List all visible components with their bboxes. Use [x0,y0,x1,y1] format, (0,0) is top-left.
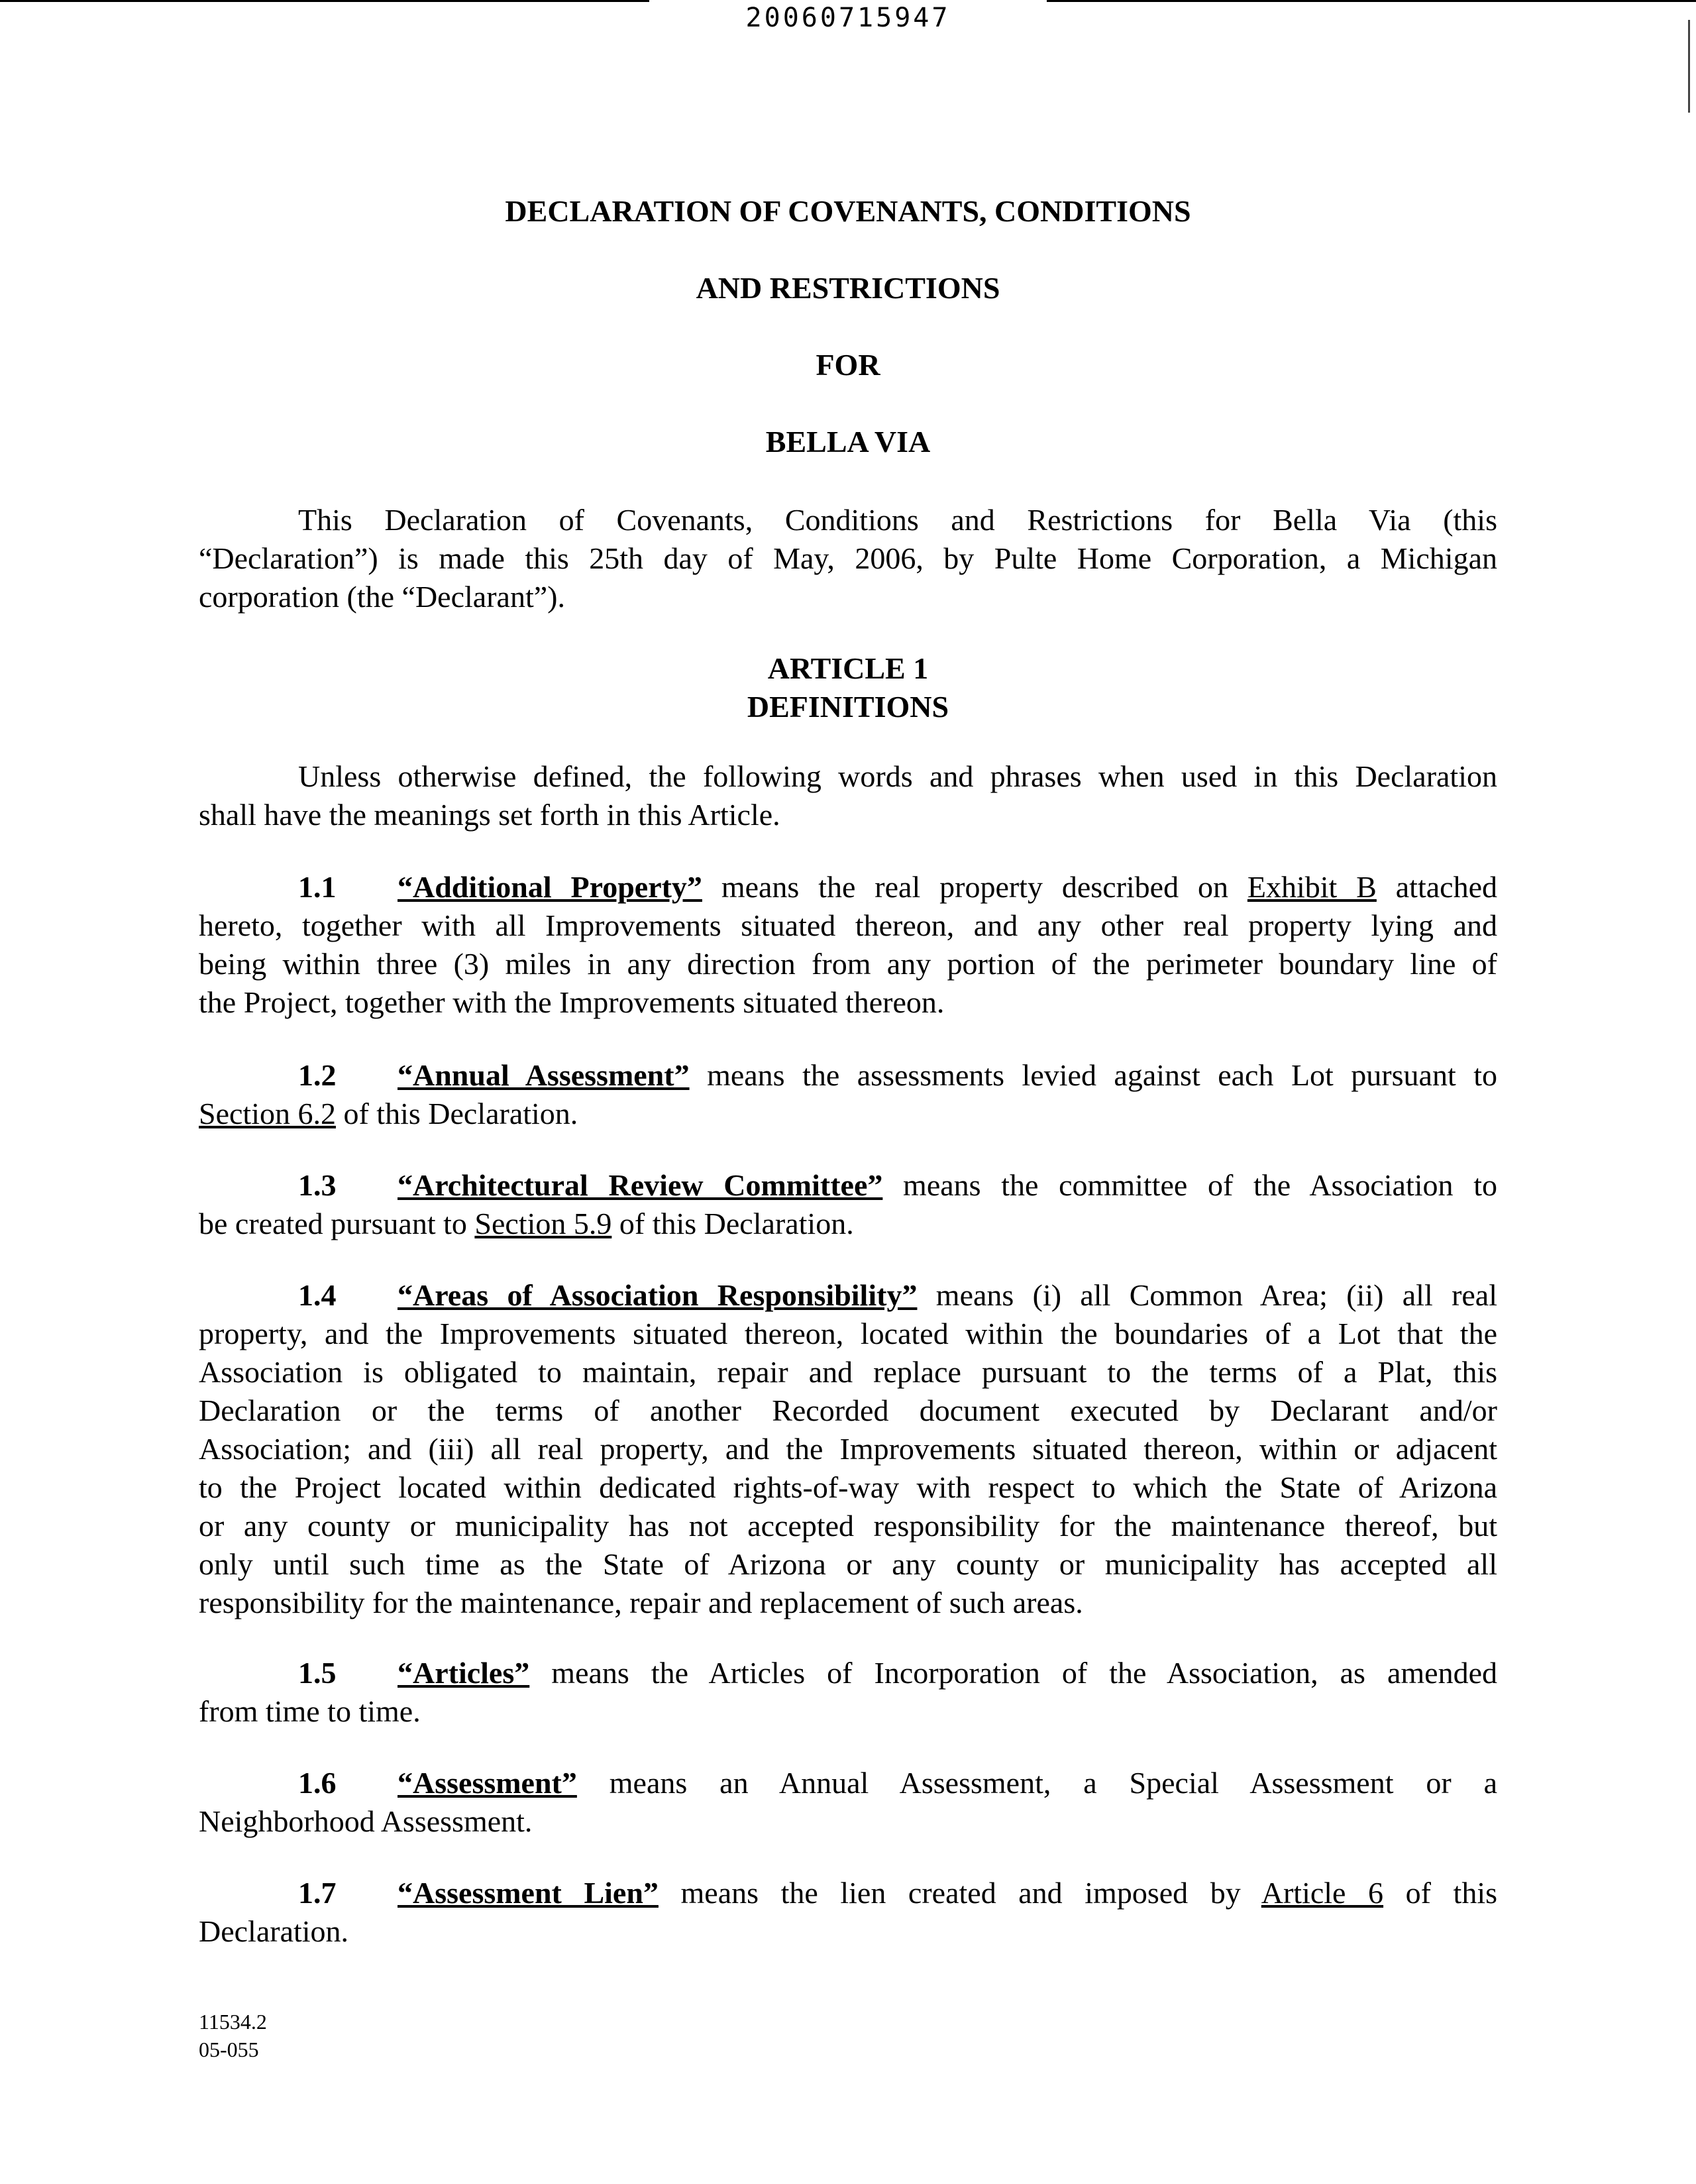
article-name: DEFINITIONS [747,690,949,724]
section-number: 1.2 [298,1058,337,1092]
section-1-4-line-9: responsibility for the maintenance, repair and replacement of such areas. [199,1586,1083,1619]
section-1-7-line-1 [199,1874,1497,1912]
section-text: means the assessments levied against each Lot pursuant to [689,1058,1497,1092]
section-1-3-line-2 [199,1205,1497,1243]
section-number: 1.5 [298,1656,337,1690]
section-text: of this [1383,1876,1497,1910]
section-1-2-line-1 [199,1056,1497,1095]
footer-code [199,2008,267,2063]
defined-term: “Assessment” [398,1766,577,1800]
section-1-5 [199,1654,1497,1731]
section-number: 1.6 [298,1766,337,1800]
section-1-4-line-5: Association; and (iii) all real property, and the Improvements situated thereon, within or adjacent [199,1432,1497,1466]
section-1-2-line-2 [199,1095,1497,1133]
title-line-1: DECLARATION OF COVENANTS, CONDITIONS [505,194,1191,228]
section-text: be created pursuant to [199,1207,475,1240]
exhibit-reference: Exhibit B [1247,870,1377,904]
section-1-4-line-8: only until such time as the State of Arizona or any county or municipality has accepted all [199,1547,1497,1581]
section-1-4-line-1 [199,1276,1497,1315]
title-line-2: AND RESTRICTIONS [696,271,1000,305]
footer-line-1: 11534.2 [199,2010,267,2034]
definitions-intro [199,757,1497,834]
article-number: ARTICLE 1 [767,651,929,685]
section-1-1-line-3: being within three (3) miles in any direction from any portion of the perimeter boundary line of [199,947,1497,981]
definitions-intro-line-2: shall have the meanings set forth in this Article. [199,798,780,832]
defined-term: “Articles” [398,1656,530,1690]
section-text: attached [1376,870,1497,904]
section-1-7 [199,1874,1497,1951]
section-1-2 [199,1056,1497,1133]
section-1-7-line-2: Declaration. [199,1914,349,1948]
section-1-1-line-1 [199,868,1497,906]
section-text: means the committee of the Association to [882,1168,1497,1202]
section-reference: Section 5.9 [474,1207,612,1240]
section-1-4-line-6: to the Project located within dedicated rights-of-way with respect to which the State of Arizona [199,1470,1497,1504]
intro-line-1: This Declaration of Covenants, Conditions and Restrictions for Bella Via (this [298,503,1497,537]
section-text: means the Articles of Incorporation of the Association, as amended [529,1656,1497,1690]
section-number: 1.4 [298,1278,337,1312]
defined-term: “Assessment Lien” [398,1876,659,1910]
intro-line-2: “Declaration”) is made this 25th day of May, 2006, by Pulte Home Corporation, a Michigan [199,541,1497,575]
section-1-1-line-2: hereto, together with all Improvements situated thereon, and any other real property lying and [199,908,1497,942]
defined-term: “Architectural Review Committee” [398,1168,883,1202]
section-text: means (i) all Common Area; (ii) all real [917,1278,1498,1312]
section-1-4-line-7: or any county or municipality has not accepted responsibility for the maintenance thereof, but [199,1509,1497,1543]
footer-line-2: 05-055 [199,2038,259,2061]
section-1-3 [199,1166,1497,1243]
article-reference: Article 6 [1261,1876,1384,1910]
section-number: 1.3 [298,1168,337,1202]
section-1-4-line-4: Declaration or the terms of another Recorded document executed by Declarant and/or [199,1393,1497,1427]
section-1-1 [199,868,1497,1022]
intro-paragraph [199,501,1497,616]
section-reference: Section 6.2 [199,1097,336,1130]
title-line-3: FOR [816,348,880,382]
section-1-5-line-2: from time to time. [199,1694,421,1728]
definitions-intro-line-1: Unless otherwise defined, the following words and phrases when used in this Declaration [298,759,1497,793]
section-1-6 [199,1764,1497,1841]
scan-border-line-left [0,0,649,2]
section-text: means the lien created and imposed by [658,1876,1261,1910]
section-1-5-line-1 [199,1654,1497,1692]
section-text: of this Declaration. [611,1207,854,1240]
section-1-4 [199,1276,1497,1622]
section-1-3-line-1 [199,1166,1497,1205]
defined-term: “Annual Assessment” [398,1058,690,1092]
section-1-4-line-2: property, and the Improvements situated thereon, located within the boundaries of a Lot that the [199,1317,1497,1350]
section-1-1-line-4: the Project, together with the Improvements situated thereon. [199,985,945,1019]
section-text: means the real property described on [702,870,1247,904]
intro-line-3: corporation (the “Declarant”). [199,580,565,614]
section-text: of this Declaration. [335,1097,578,1130]
recording-number: 20060715947 [745,3,951,33]
section-1-6-line-1 [199,1764,1497,1802]
title-line-4: BELLA VIA [765,425,931,459]
defined-term: “Areas of Association Responsibility” [398,1278,918,1312]
section-text: means an Annual Assessment, a Special Assessment or a [576,1766,1497,1800]
scan-border-line-right [1047,0,1696,2]
section-1-4-line-3: Association is obligated to maintain, repair and replace pursuant to the terms of a Plat, this [199,1355,1497,1389]
defined-term: “Additional Property” [398,870,702,904]
section-number: 1.1 [298,870,337,904]
section-1-6-line-2: Neighborhood Assessment. [199,1804,533,1838]
scan-edge-mark [1688,20,1690,113]
section-number: 1.7 [298,1876,337,1910]
